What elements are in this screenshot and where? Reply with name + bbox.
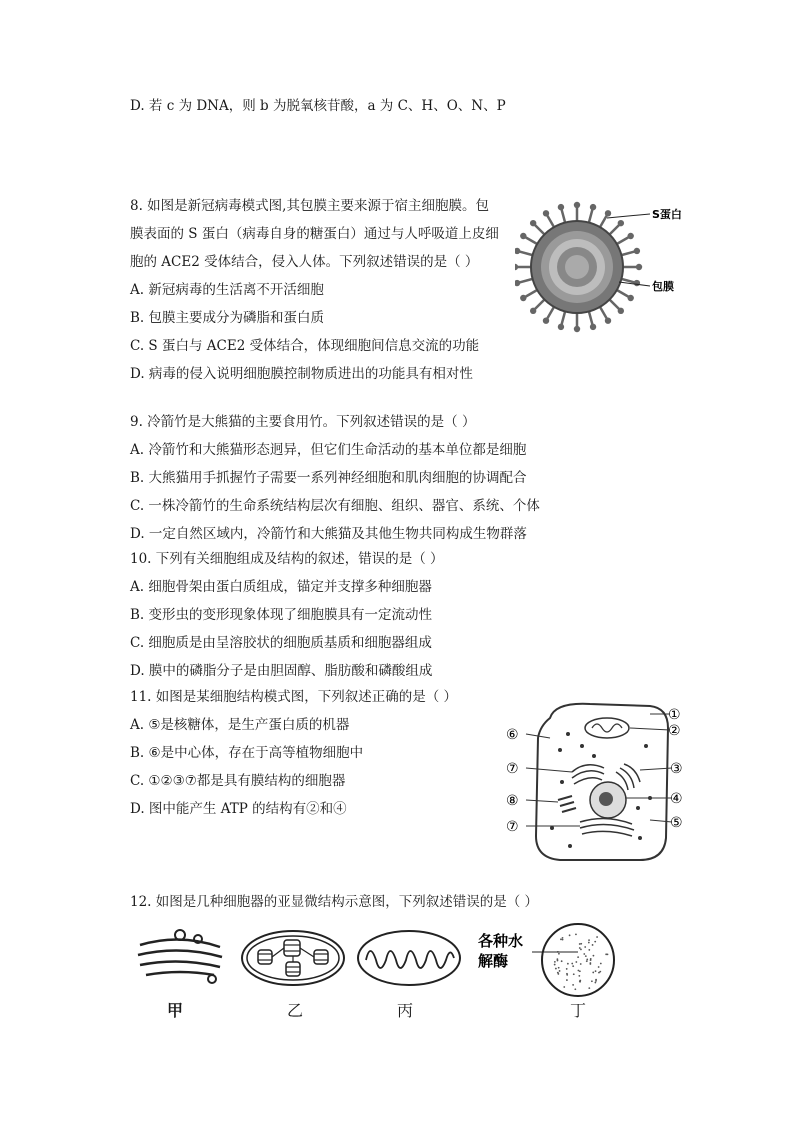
enzyme-label-line2: 解酶 (478, 952, 509, 970)
lysosome-figure (476, 920, 626, 1000)
question-8 (130, 192, 499, 388)
label-3: ③ (670, 761, 683, 777)
label-4: ④ (670, 791, 683, 807)
label-6: ⑥ (506, 727, 519, 743)
q8-option-a: A. 新冠病毒的生活离不开活细胞 (130, 282, 324, 298)
question-9 (130, 408, 540, 548)
s-protein-label: S蛋白 (652, 208, 682, 221)
q10-option-c: C. 细胞质是由呈溶胶状的细胞质基质和细胞器组成 (130, 635, 432, 651)
enzyme-label-line1: 各种水 (478, 932, 524, 950)
q9-option-b: B. 大熊猫用手抓握竹子需要一系列神经细胞和肌肉细胞的协调配合 (130, 470, 527, 486)
q8-stem-line3: 胞的 ACE2 受体结合，侵入人体。下列叙述错误的是（ ） (130, 254, 479, 270)
q9-stem: 9. 冷箭竹是大熊猫的主要食用竹。下列叙述错误的是（ ） (130, 414, 476, 430)
q8-option-d: D. 病毒的侵入说明细胞膜控制物质进出的功能具有相对性 (130, 366, 473, 382)
question-10 (130, 545, 444, 685)
label-5: ⑤ (670, 815, 683, 831)
q11-option-c: C. ①②③⑦都是具有膜结构的细胞器 (130, 773, 346, 789)
sub-label-jia: 甲 (167, 1001, 184, 1020)
q7-option-d: D. 若 c 为 DNA，则 b 为脱氧核苷酸，a 为 C、H、O、N、P (130, 98, 506, 114)
sub-label-yi: 乙 (287, 1001, 304, 1020)
label-2: ② (668, 723, 681, 739)
sub-label-bing: 丙 (397, 1001, 414, 1020)
label-8: ⑧ (506, 793, 519, 809)
sub-label-ding: 丁 (570, 1001, 587, 1020)
q9-option-a: A. 冷箭竹和大熊猫形态迥异，但它们生命活动的基本单位都是细胞 (130, 442, 527, 458)
q8-stem-line1: 8. 如图是新冠病毒模式图,其包膜主要来源于宿主细胞膜。包 (130, 198, 489, 214)
label-1: ① (668, 707, 681, 723)
q9-option-d: D. 一定自然区域内，冷箭竹和大熊猫及其他生物共同构成生物群落 (130, 526, 527, 542)
q11-stem: 11. 如图是某细胞结构模式图，下列叙述正确的是（ ） (130, 689, 458, 705)
label-7a: ⑦ (506, 761, 519, 777)
q9-option-c: C. 一株冷箭竹的生命系统结构层次有细胞、组织、器官、系统、个体 (130, 498, 540, 514)
question-11 (130, 683, 457, 823)
cell-structure-figure (500, 698, 700, 866)
chloroplast-figure (240, 928, 346, 988)
virus-figure (515, 200, 705, 335)
golgi-figure (130, 925, 230, 985)
envelope-label: 包膜 (652, 280, 674, 293)
q11-option-d: D. 图中能产生 ATP 的结构有②和④ (130, 801, 347, 817)
q10-option-b: B. 变形虫的变形现象体现了细胞膜具有一定流动性 (130, 607, 433, 623)
label-7b: ⑦ (506, 819, 519, 835)
mitochondrion-figure (356, 928, 462, 988)
q8-stem-line2: 膜表面的 S 蛋白（病毒自身的糖蛋白）通过与人呼吸道上皮细 (130, 226, 499, 242)
q11-option-a: A. ⑤是核糖体，是生产蛋白质的机器 (130, 717, 350, 733)
q8-option-c: C. S 蛋白与 ACE2 受体结合，体现细胞间信息交流的功能 (130, 338, 480, 354)
q11-option-b: B. ⑥是中心体，存在于高等植物细胞中 (130, 745, 364, 761)
q8-option-b: B. 包膜主要成分为磷脂和蛋白质 (130, 310, 325, 326)
q12-stem: 12. 如图是几种细胞器的亚显微结构示意图，下列叙述错误的是（ ） (130, 894, 539, 910)
q10-option-d: D. 膜中的磷脂分子是由胆固醇、脂肪酸和磷酸组成 (130, 663, 433, 679)
q10-stem: 10. 下列有关细胞组成及结构的叙述，错误的是（ ） (130, 551, 444, 567)
q10-option-a: A. 细胞骨架由蛋白质组成，锚定并支撑多种细胞器 (130, 579, 432, 595)
